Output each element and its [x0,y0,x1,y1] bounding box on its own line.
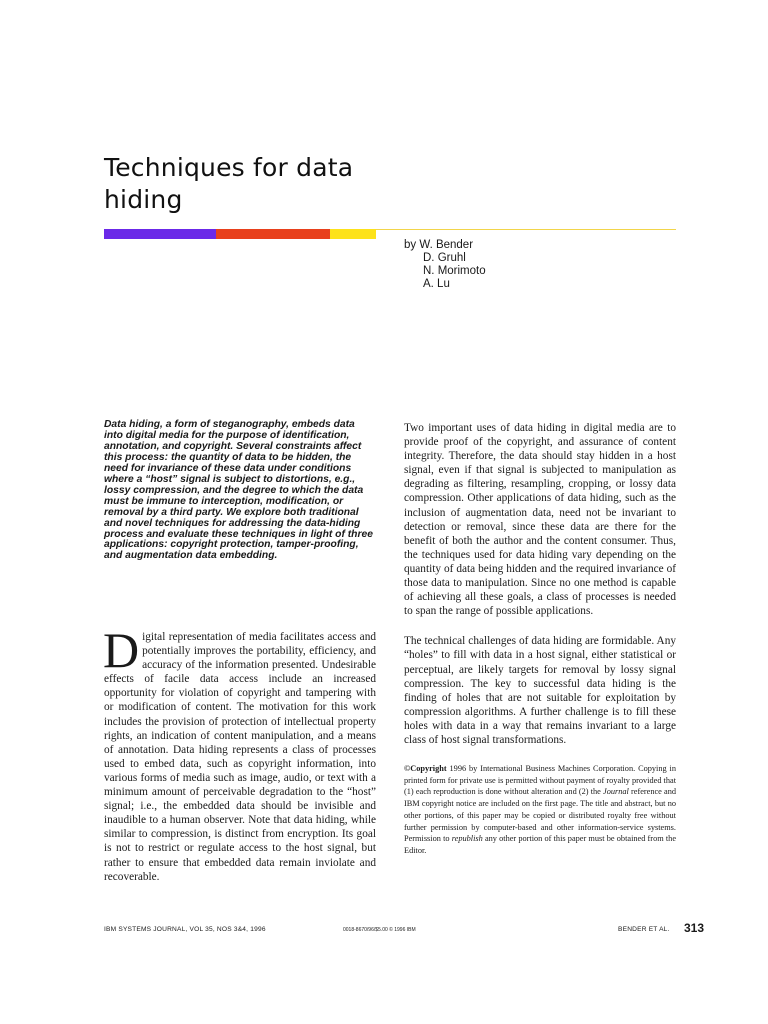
color-rule-purple-segment [104,229,216,239]
body-paragraph-2: Two important uses of data hiding in digital media are to provide proof of the copyright, and assurance of content integrity. Therefore, the data should stay hidden in a host signal, even if that signal is subjected to manipulation as degrading as filtering, resampling, cropping, or lossy data compression. Other applications of data hiding, such as the inclusion of augmentation data, need not be invariant to detection or removal, since these data are there for the benefit of both the author and the content consumer. Thus, the techniques used for data hiding vary depending on the quantity of data being hidden and the required invariance of those data to manipulation. Since no one method is capable of achieving all these goals, a class of processes is needed to span the range of possible applications. [404,422,676,618]
intro-paragraph: igital representation of media facilitates access and potentially improves the portability, efficiency, and accuracy of the information presented. Undesirable effects of facile data access include an increased opportunity for violation of copyright and tampering with or modification of content. The motivation for this work includes the provision of protection of intellectual property rights, an indication of content manipulation, and a means of annotation. Data hiding represents a class of processes used to embed data, such as copyright information, into various forms of media such as image, audio, or text with a minimum amount of perceivable degradation to the “host” signal; i.e., the embedded data should be invisible and inaudible to a human observer. Note that data hiding, while similar to compression, is distinct from encryption. Its goal is not to restrict or regulate access to the host signal, but rather to ensure that embedded data remain inviolate and recoverable. [104,631,376,883]
color-rule-yellow-segment [330,229,376,239]
footer-journal: IBM SYSTEMS JOURNAL, VOL 35, NOS 3&4, 1996 [104,926,266,933]
abstract: Data hiding, a form of steganography, embeds data into digital media for the purpose of identification, annotation, and copyright. Several constraints affect this process: the quantity of data to be hidden, the need for invariance of these data under conditions where a “host” signal is subject to distortions, e.g., lossy compression, and the degree to which the data must be immune to interception, modification, or removal by a third party. We explore both traditional and novel techniques for addressing the data-hiding process and evaluate these techniques in light of three applications: copyright protection, tamper-proofing, and augmentation data embedding. [104,419,373,562]
footer-running-head: BENDER ET AL. [618,926,670,933]
author-list [404,239,684,291]
copyright-republish: republish [451,834,483,844]
title-line-2: hiding [104,185,183,214]
body-paragraph-3: The technical challenges of data hiding are formidable. Any “holes” to fill with data in a host signal, either statistical or perceptual, are likely targets for removal by lossy signal compression. The key to successful data hiding is the finding of holes that are not suitable for exploitation by compression algorithms. A further challenge is to fill these holes with data in a way that remains invariant to a large class of host signal transformations. [404,635,676,746]
author-prefix: by [404,239,420,251]
copyright-text-1: 1996 by International Business Machines Corporation. Copying in printed form for private use is permitted without payment of royalty provided that (1) each reproduction is done without alteration and (2) the [404,764,676,797]
title-line-1: Techniques for data [104,153,354,182]
page-number: 313 [684,921,705,935]
paper-title [104,152,404,216]
drop-cap: D [103,622,140,678]
author-2: D. Gruhl [423,252,466,264]
author-3: N. Morimoto [423,265,486,277]
author-4: A. Lu [423,278,450,290]
copyright-journal: Journal [603,787,629,797]
author-1 [404,239,684,252]
author-name: W. Bender [419,239,474,251]
body-column-left [103,622,376,884]
body-column-right [404,421,676,857]
copyright-text-2: reference and IBM copyright notice are included on the first page. The title and abstract, but no other portions, of this paper may be copied or distributed royalty free without further permission by computer-based and other information-service systems. Permission to [404,787,676,844]
copyright-text-3: any other portion of this paper must be obtained from the Editor. [404,834,676,855]
footer-code: 0018-8670/96/$5.00 © 1996 IBM [343,927,416,933]
color-rule-red-segment [216,229,330,239]
copyright-label: ©Copyright [404,764,447,774]
copyright-notice [404,763,676,857]
